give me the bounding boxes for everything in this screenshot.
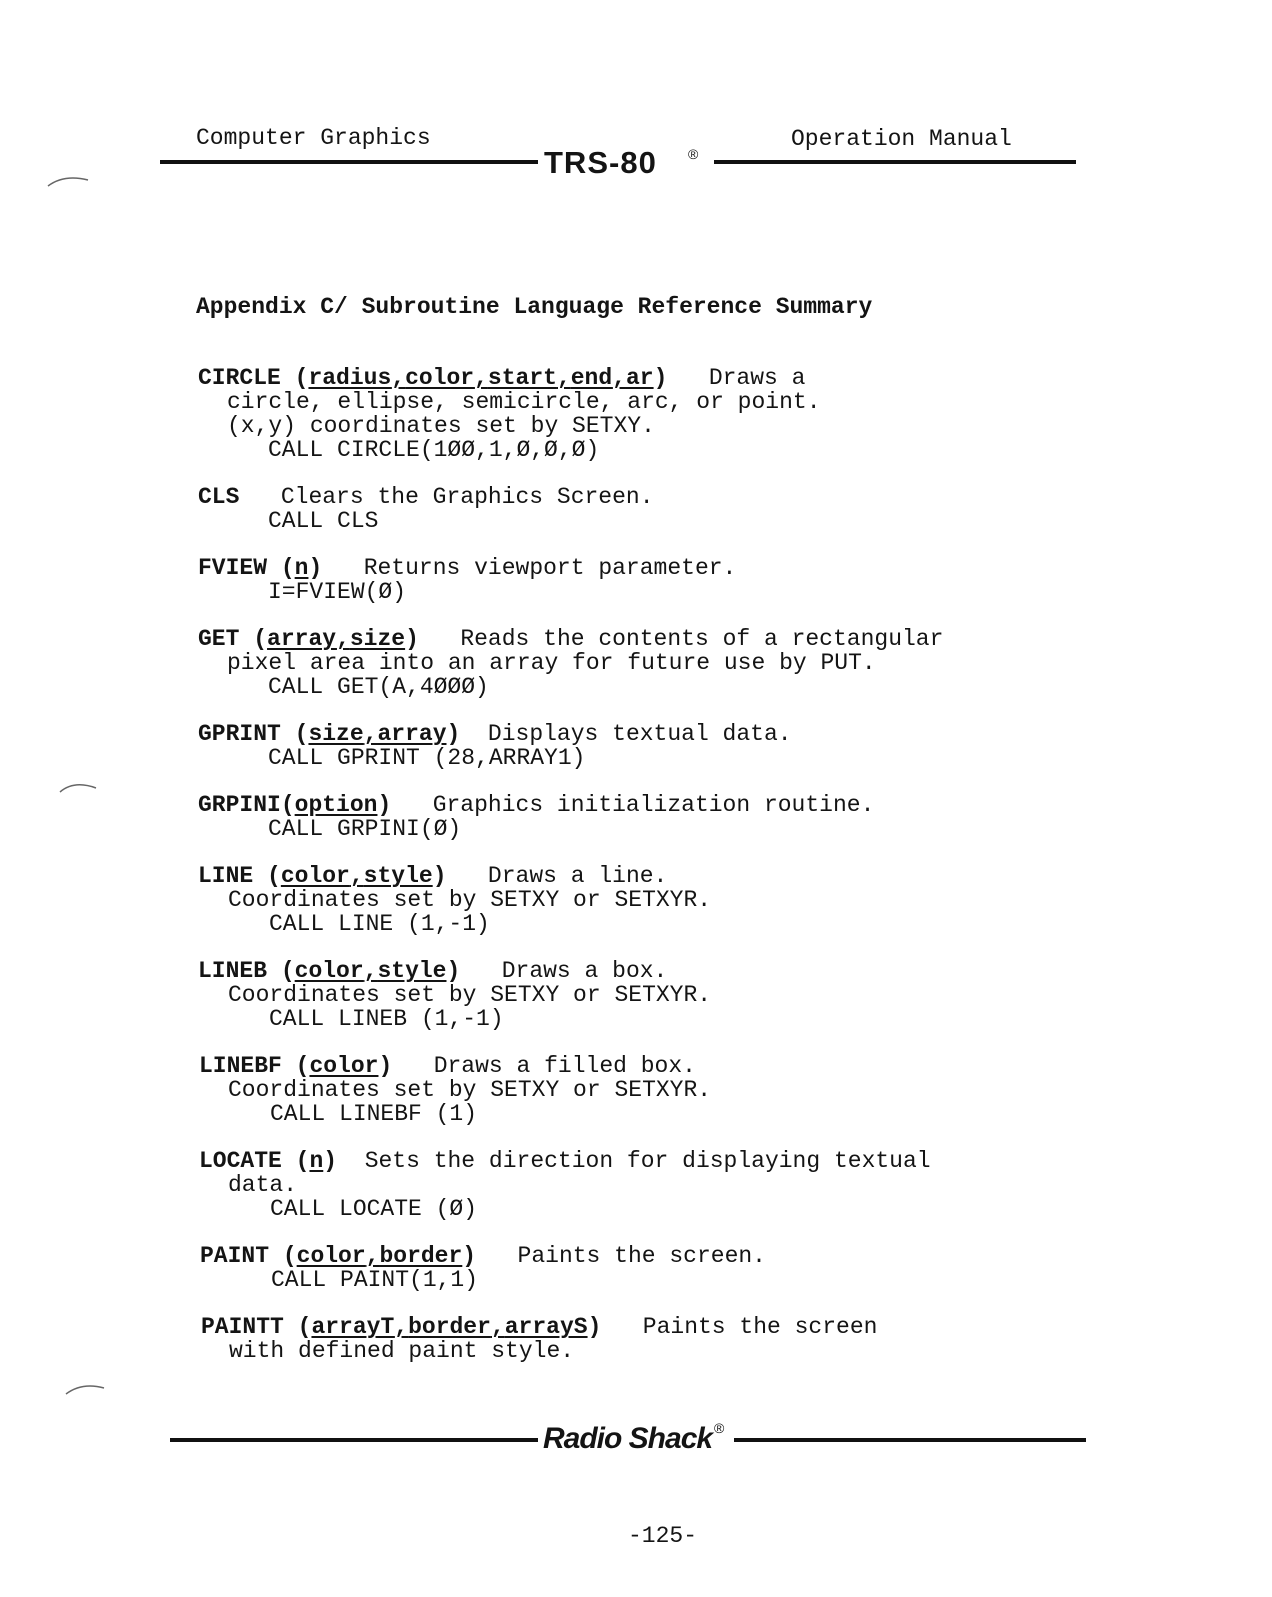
entry-lineb: LINEB (color,style) Draws a box. bbox=[198, 958, 668, 984]
entry-description-line: data. bbox=[228, 1172, 298, 1198]
entry-description-line: Coordinates set by SETXY or SETXYR. bbox=[228, 887, 712, 913]
entry-name: LINEBF bbox=[199, 1053, 282, 1079]
entry-example: I=FVIEW(Ø) bbox=[268, 579, 407, 605]
param: array bbox=[377, 721, 447, 747]
entry-get: GET (array,size) Reads the contents of a rectangular bbox=[198, 626, 944, 652]
entry-description-line: Coordinates set by SETXY or SETXYR. bbox=[228, 1077, 712, 1103]
entry-description: Draws a line. bbox=[487, 863, 668, 889]
entry-description: Clears the Graphics Screen. bbox=[280, 484, 654, 510]
entry-description-line: Coordinates set by SETXY or SETXYR. bbox=[228, 982, 712, 1008]
entry-example: CALL GPRINT (28,ARRAY1) bbox=[268, 745, 586, 771]
header-right: Operation Manual bbox=[791, 126, 1012, 152]
entry-description-line: circle, ellipse, semicircle, arc, or point. bbox=[227, 389, 821, 415]
entry-locate: LOCATE (n) Sets the direction for displaying textual bbox=[199, 1148, 931, 1174]
entry-paint: PAINT (color,border) Paints the screen. bbox=[200, 1243, 766, 1269]
entry-grpini: GRPINI(option) Graphics initialization routine. bbox=[198, 792, 875, 818]
entry-cls bbox=[198, 485, 654, 509]
entry-line: LINE (color,style) Draws a line. bbox=[198, 863, 668, 889]
param: size bbox=[308, 721, 364, 747]
entry-description-line: pixel area into an array for future use by PUT. bbox=[227, 650, 876, 676]
entry-description: Graphics initialization routine. bbox=[432, 792, 875, 818]
entry-description: Draws a filled box. bbox=[433, 1053, 696, 1079]
entry-description: Sets the direction for displaying textual bbox=[364, 1148, 931, 1174]
entry-description: Returns viewport parameter. bbox=[363, 555, 737, 581]
entry-description: Draws a bbox=[708, 365, 806, 391]
header-left: Computer Graphics bbox=[196, 125, 431, 151]
entry-description: Paints the screen bbox=[642, 1314, 878, 1340]
entry-example: CALL GET(A,4ØØØ) bbox=[268, 674, 489, 700]
entry-name: FVIEW bbox=[198, 555, 268, 581]
page-title: Appendix C/ Subroutine Language Reference Summary bbox=[196, 294, 873, 320]
param: end bbox=[570, 365, 613, 391]
entry-name: PAINT bbox=[200, 1243, 270, 1269]
footer-rule-left bbox=[170, 1438, 538, 1442]
param: color bbox=[309, 1053, 379, 1079]
entry-example: CALL CLS bbox=[268, 508, 379, 534]
entry-description: Draws a box. bbox=[501, 958, 668, 984]
param: arrayS bbox=[504, 1314, 588, 1340]
entry-description-line: with defined paint style. bbox=[229, 1338, 575, 1364]
entry-name: LOCATE bbox=[199, 1148, 282, 1174]
entry-description: Reads the contents of a rectangular bbox=[460, 626, 944, 652]
entry-linebf: LINEBF (color) Draws a filled box. bbox=[199, 1053, 696, 1079]
entry-fview: FVIEW (n) Returns viewport parameter. bbox=[198, 555, 737, 581]
param: radius bbox=[308, 365, 392, 391]
entry-description: Paints the screen. bbox=[517, 1243, 766, 1269]
param: border bbox=[379, 1243, 463, 1269]
entry-example: CALL GRPINI(Ø) bbox=[268, 816, 462, 842]
param: array bbox=[267, 626, 337, 652]
entry-example: CALL LOCATE (Ø) bbox=[270, 1196, 478, 1222]
entry-name: CIRCLE bbox=[198, 365, 281, 391]
entry-description: Displays textual data. bbox=[487, 721, 792, 747]
footer-rule-right bbox=[734, 1438, 1086, 1442]
param: start bbox=[487, 365, 557, 391]
param: ar bbox=[625, 365, 654, 391]
entry-gprint: GPRINT (size,array) Displays textual data. bbox=[198, 721, 792, 747]
param: color bbox=[280, 863, 350, 889]
entry-name: GPRINT bbox=[198, 721, 281, 747]
param: option bbox=[294, 792, 378, 818]
page-number: -125- bbox=[628, 1523, 698, 1549]
entry-circle: CIRCLE (radius,color,start,end,ar) Draws a bbox=[198, 365, 806, 391]
registered-mark: ® bbox=[714, 1420, 725, 1436]
trs80-logo: TRS-80 bbox=[544, 145, 657, 180]
entry-example: CALL CIRCLE(1ØØ,1,Ø,Ø,Ø) bbox=[268, 437, 600, 463]
entry-example: CALL LINEBF (1) bbox=[270, 1101, 478, 1127]
entry-name: PAINTT bbox=[201, 1314, 284, 1340]
entry-description-line: (x,y) coordinates set by SETXY. bbox=[227, 413, 655, 439]
registered-mark: ® bbox=[688, 146, 699, 162]
header-rule-right bbox=[714, 160, 1076, 164]
radio-shack-logo: Radio Shack bbox=[543, 1422, 713, 1455]
param: color bbox=[294, 958, 364, 984]
param: style bbox=[377, 958, 447, 984]
entry-name: GET bbox=[198, 626, 240, 652]
param: size bbox=[349, 626, 406, 652]
header-rule-left bbox=[160, 160, 538, 164]
param: color bbox=[405, 365, 475, 391]
binder-mark-icon bbox=[56, 778, 100, 796]
entry-example: CALL LINEB (1,-1) bbox=[269, 1006, 504, 1032]
binder-mark-icon bbox=[62, 1380, 106, 1398]
param: border bbox=[408, 1314, 491, 1340]
entry-name: LINE bbox=[198, 863, 254, 889]
entry-paintt: PAINTT (arrayT,border,arrayS) Paints the screen bbox=[201, 1314, 878, 1340]
param: color bbox=[296, 1243, 366, 1269]
binder-mark-icon bbox=[44, 172, 92, 190]
param: n bbox=[309, 1148, 324, 1174]
entry-name: LINEB bbox=[198, 958, 268, 984]
entry-example: CALL LINE (1,-1) bbox=[269, 911, 490, 937]
param: n bbox=[294, 555, 309, 581]
entry-name: GRPINI bbox=[198, 792, 281, 818]
entry-name: CLS bbox=[198, 484, 240, 510]
entry-example: CALL PAINT(1,1) bbox=[271, 1267, 479, 1293]
param: style bbox=[363, 863, 433, 889]
param: arrayT bbox=[311, 1314, 395, 1340]
